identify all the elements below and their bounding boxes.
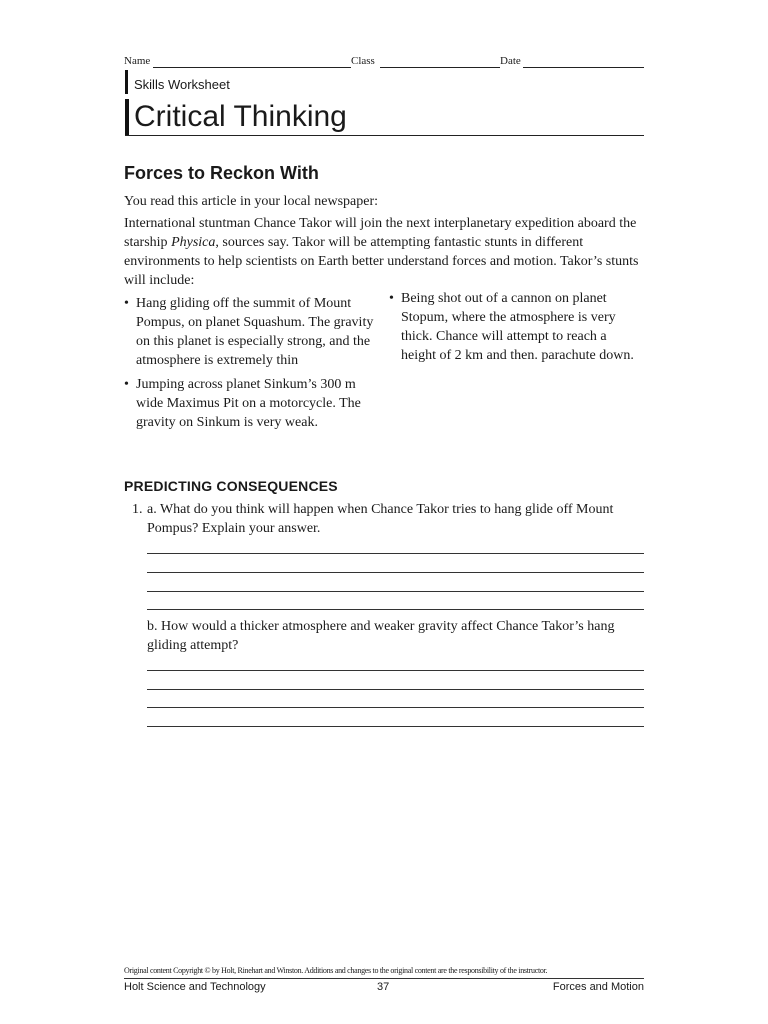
footer-chapter: Forces and Motion [552,981,644,993]
section-heading: Forces to Reckon With [124,163,319,183]
question-1a: a. What do you think will happen when Chance Takor tries to hang glide off Mount Pompus? Explain your answer. [147,502,614,536]
stunt-cannon: Being shot out of a cannon on planet Stopum, where the atmosphere is very thick. Chance will attempt to reach a height of 2 km and then. parachute down. [401,291,634,363]
answer-line-1a-3[interactable] [147,591,644,592]
bullet-icon: • [389,291,394,306]
question-1b: b. How would a thicker atmosphere and weaker gravity affect Chance Takor’s hang gliding attempt? [147,619,615,653]
title-divider [125,135,644,136]
question-number: 1. [132,502,143,517]
article-text-before: International stuntman Chance Takor will join the next interplanetary expedition aboard the starship [124,216,637,250]
copyright-notice: Original content Copyright © by Holt, Rinehart and Winston. Additions and changes to the original content are the responsibility of the instructor. [124,966,548,975]
article-text [124,214,644,290]
list-item [389,289,639,365]
stunt-motorcycle-jump: Jumping across planet Sinkum’s 300 m wide Maximus Pit on a motorcycle. The gravity on Sinkum is very weak. [136,377,361,430]
intro-text: You read this article in your local newspaper: [124,194,379,209]
questions-heading: PREDICTING CONSEQUENCES [124,478,338,494]
class-label: Class [351,55,375,67]
list-item [124,375,374,432]
class-field[interactable] [380,67,500,68]
bullet-icon: • [124,377,129,392]
starship-name: Physica [171,235,216,250]
stunt-list-right [389,289,639,370]
answer-line-1a-4[interactable] [147,609,644,610]
answer-line-1b-4[interactable] [147,726,644,727]
answer-line-1b-2[interactable] [147,689,644,690]
worksheet-type-label: Skills Worksheet [134,77,230,92]
list-item [124,294,374,370]
article-text-after: , sources say. Takor will be attempting fantastic stunts in different environments to help scientists on Earth better understand forces and motion. Takor’s stunts will include: [124,235,639,288]
footer-divider [124,978,644,979]
answer-line-1a-1[interactable] [147,553,644,554]
answer-line-1b-3[interactable] [147,707,644,708]
date-field[interactable] [523,67,644,68]
skills-label-bar [125,70,128,94]
stunt-hang-gliding: Hang gliding off the summit of Mount Pompus, on planet Squashum. The gravity on this planet is especially strong, and the atmosphere is extremely thin [136,296,374,368]
footer-publisher: Holt Science and Technology [124,981,266,993]
title-bar [125,99,129,136]
stunt-list-left [124,294,374,437]
answer-line-1b-1[interactable] [147,670,644,671]
answer-line-1a-2[interactable] [147,572,644,573]
name-field[interactable] [153,67,351,68]
page-number: 37 [377,981,390,993]
bullet-icon: • [124,296,129,311]
name-label: Name [124,55,151,67]
page-title: Critical Thinking [134,100,347,133]
date-label: Date [500,55,521,67]
